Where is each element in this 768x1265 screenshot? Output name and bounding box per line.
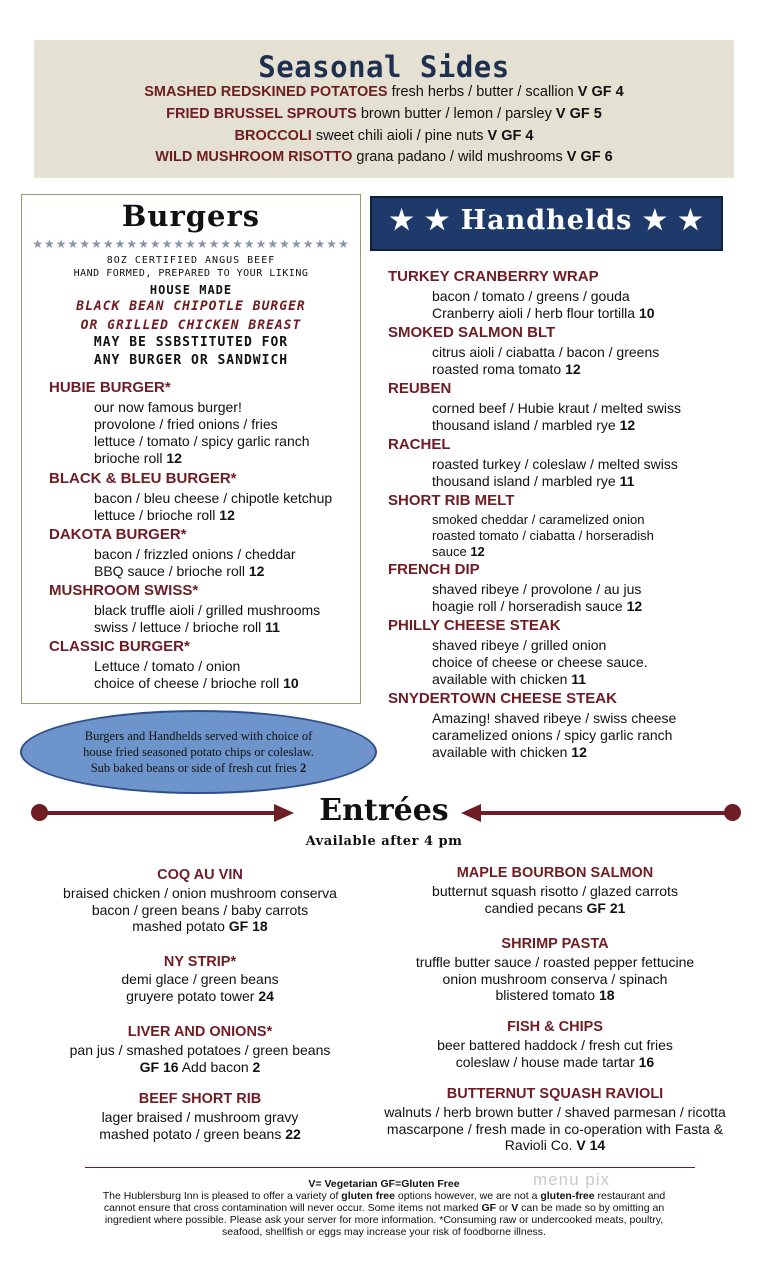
entree-name: NY STRIP* xyxy=(163,954,237,970)
burger-item-desc: our now famous burger! provolone / fried onions / fries lettuce / tomato / spicy garlic ranch brioche roll 12 xyxy=(94,399,310,466)
burger-item-name: HUBIE BURGER* xyxy=(49,379,171,396)
side-item-tags: V GF 6 xyxy=(562,149,613,165)
handheld-item-name: PHILLY CHEESE STEAK xyxy=(388,617,561,634)
entree-name: MAPLE BOURBON SALMON xyxy=(456,865,654,881)
handheld-item-name: SMOKED SALMON BLT xyxy=(388,324,556,341)
disclaimer-line: The Hublersburg Inn is pleased to offer a variety of gluten free options however, we are not a gluten-free restaurant and xyxy=(102,1190,666,1202)
side-item xyxy=(34,149,734,165)
entree-name: COQ AU VIN xyxy=(157,867,243,883)
handheld-item-name: RACHEL xyxy=(388,436,451,453)
substitute-note: MAY BE SSBSTITUTED FOR xyxy=(93,335,289,350)
entree-desc: beer battered haddock / fresh cut fries coleslaw / house made tartar 16 xyxy=(437,1037,673,1070)
disclaimer-line: ingredient where possible. Please ask your server for more information. *Consuming raw or undercooked meats, poultry, xyxy=(104,1214,664,1226)
handheld-item-desc: roasted turkey / coleslaw / melted swiss thousand island / marbled rye 11 xyxy=(432,456,678,489)
handheld-item-desc: citrus aioli / ciabatta / bacon / greens roasted roma tomato 12 xyxy=(432,344,660,377)
entrees-title: Entrées xyxy=(319,793,449,828)
burger-item-name: MUSHROOM SWISS* xyxy=(49,582,199,599)
black-bean-option: BLACK BEAN CHIPOTLE BURGER xyxy=(76,299,306,314)
entree-desc: pan jus / smashed potatoes / green beans GF 16 Add bacon 2 xyxy=(69,1042,331,1075)
handhelds-title: ★ ★ Handhelds ★ ★ xyxy=(389,205,704,236)
burger-item-desc: black truffle aioli / grilled mushrooms swiss / lettuce / brioche roll 11 xyxy=(94,602,321,635)
burger-item-desc: Lettuce / tomato / onion choice of cheese / brioche roll 10 xyxy=(94,658,299,691)
divider-dot-right xyxy=(724,804,741,821)
side-item-tags: V GF 4 xyxy=(483,128,534,144)
sides-note-line: Sub baked beans or side of fresh cut fries 2 xyxy=(90,761,307,775)
side-item-desc: grana padano / wild mushrooms xyxy=(352,149,563,165)
handheld-item-desc: Amazing! shaved ribeye / swiss cheese caramelized onions / spicy garlic ranch available with chicken 12 xyxy=(432,710,677,760)
entree-desc: braised chicken / onion mushroom conserva bacon / green beans / baby carrots mashed potato GF 18 xyxy=(63,885,337,934)
house-made-label: HOUSE MADE xyxy=(149,283,233,297)
handheld-item-name: SHORT RIB MELT xyxy=(388,492,515,509)
entree-name: SHRIMP PASTA xyxy=(501,936,609,952)
dietary-legend: V= Vegetarian GF=Gluten Free xyxy=(308,1178,460,1190)
side-item-name: FRIED BRUSSEL SPROUTS xyxy=(166,106,357,122)
disclaimer-line: cannot ensure that cross contamination will never occur. Some items not marked GF or V can be made so by omitting an xyxy=(103,1202,665,1214)
disclaimer-line: seafood, shellfish or eggs may increase your risk of foodborne illness. xyxy=(222,1226,546,1238)
side-item-desc: sweet chili aioli / pine nuts xyxy=(311,128,484,144)
burger-item-desc: bacon / bleu cheese / chipotle ketchup lettuce / brioche roll 12 xyxy=(94,490,333,523)
sides-note-line: Burgers and Handhelds served with choice of xyxy=(84,729,313,743)
entree-desc: butternut squash risotto / glazed carrots candied pecans GF 21 xyxy=(432,883,678,916)
handhelds-banner xyxy=(370,196,723,251)
side-item xyxy=(34,84,734,100)
burgers-panel xyxy=(21,194,361,704)
entree-desc: demi glace / green beans gruyere potato tower 24 xyxy=(121,971,279,1004)
entree-name: FISH & CHIPS xyxy=(507,1019,603,1035)
seasonal-sides-panel xyxy=(34,40,734,178)
burgers-title: Burgers xyxy=(121,199,261,233)
entree-name: LIVER AND ONIONS* xyxy=(127,1024,273,1040)
burger-item-name: CLASSIC BURGER* xyxy=(49,638,190,655)
handheld-item-desc: smoked cheddar / caramelized onion roasted tomato / ciabatta / horseradish sauce 12 xyxy=(432,512,654,559)
beef-prep-info: HAND FORMED, PREPARED TO YOUR LIKING xyxy=(73,268,309,279)
handheld-item-desc: shaved ribeye / grilled onion choice of cheese or cheese sauce. available with chicken 11 xyxy=(432,637,648,687)
entree-desc: lager braised / mushroom gravy mashed potato / green beans 22 xyxy=(99,1109,301,1142)
handheld-item-desc: shaved ribeye / provolone / au jus hoagie roll / horseradish sauce 12 xyxy=(432,581,643,614)
substitute-note-2: ANY BURGER OR SANDWICH xyxy=(93,353,289,368)
side-item-tags: V GF 4 xyxy=(577,84,624,100)
handheld-item-name: TURKEY CRANBERRY WRAP xyxy=(388,268,599,285)
entree-desc: truffle butter sauce / roasted pepper fettucine onion mushroom conserva / spinach blistered tomato 18 xyxy=(415,954,695,1003)
side-item-name: WILD MUSHROOM RISOTTO xyxy=(155,149,353,165)
footer-rule xyxy=(85,1167,695,1168)
sides-note-line: house fried seasoned potato chips or coleslaw. xyxy=(83,745,314,759)
side-item-name: BROCCOLI xyxy=(234,128,312,144)
watermark-logo: menu pix xyxy=(533,1170,610,1189)
seasonal-sides-title: Seasonal Sides xyxy=(258,50,510,84)
star-divider: ★★★★★★★★★★★★★★★★★★★★★★★★★★★ xyxy=(32,237,350,251)
divider-rule-right xyxy=(478,811,726,815)
entree-name: BEEF SHORT RIB xyxy=(138,1091,262,1107)
side-item-name: SMASHED REDSKINED POTATOES xyxy=(144,84,388,100)
handheld-item-desc: corned beef / Hubie kraut / melted swiss thousand island / marbled rye 12 xyxy=(432,400,682,433)
entrees-subtitle: Available after 4 pm xyxy=(305,834,463,849)
entree-name: BUTTERNUT SQUASH RAVIOLI xyxy=(446,1086,664,1102)
burger-item-name: BLACK & BLEU BURGER* xyxy=(49,470,237,487)
handheld-item-name: FRENCH DIP xyxy=(388,561,480,578)
burger-item-desc: bacon / frizzled onions / cheddar BBQ sauce / brioche roll 12 xyxy=(94,546,296,579)
handheld-item-name: REUBEN xyxy=(388,380,452,397)
side-item-desc: brown butter / lemon / parsley xyxy=(356,106,552,122)
chicken-option: OR GRILLED CHICKEN BREAST xyxy=(80,318,302,333)
side-item-desc: fresh herbs / butter / scallion xyxy=(387,84,578,100)
handheld-item-desc: bacon / tomato / greens / gouda Cranberry aioli / herb flour tortilla 10 xyxy=(432,288,655,321)
sides-note-oval xyxy=(20,710,377,794)
side-item-tags: V GF 5 xyxy=(551,106,602,122)
handheld-item-name: SNYDERTOWN CHEESE STEAK xyxy=(388,690,617,707)
entree-desc: walnuts / herb brown butter / shaved parmesan / ricotta mascarpone / fresh made in co-operation with Fasta & Ravioli Co. V 14 xyxy=(384,1104,726,1153)
side-item xyxy=(34,106,734,122)
beef-info: 8OZ CERTIFIED ANGUS BEEF xyxy=(106,255,276,266)
burger-item-name: DAKOTA BURGER* xyxy=(49,526,187,543)
side-item xyxy=(34,128,734,144)
